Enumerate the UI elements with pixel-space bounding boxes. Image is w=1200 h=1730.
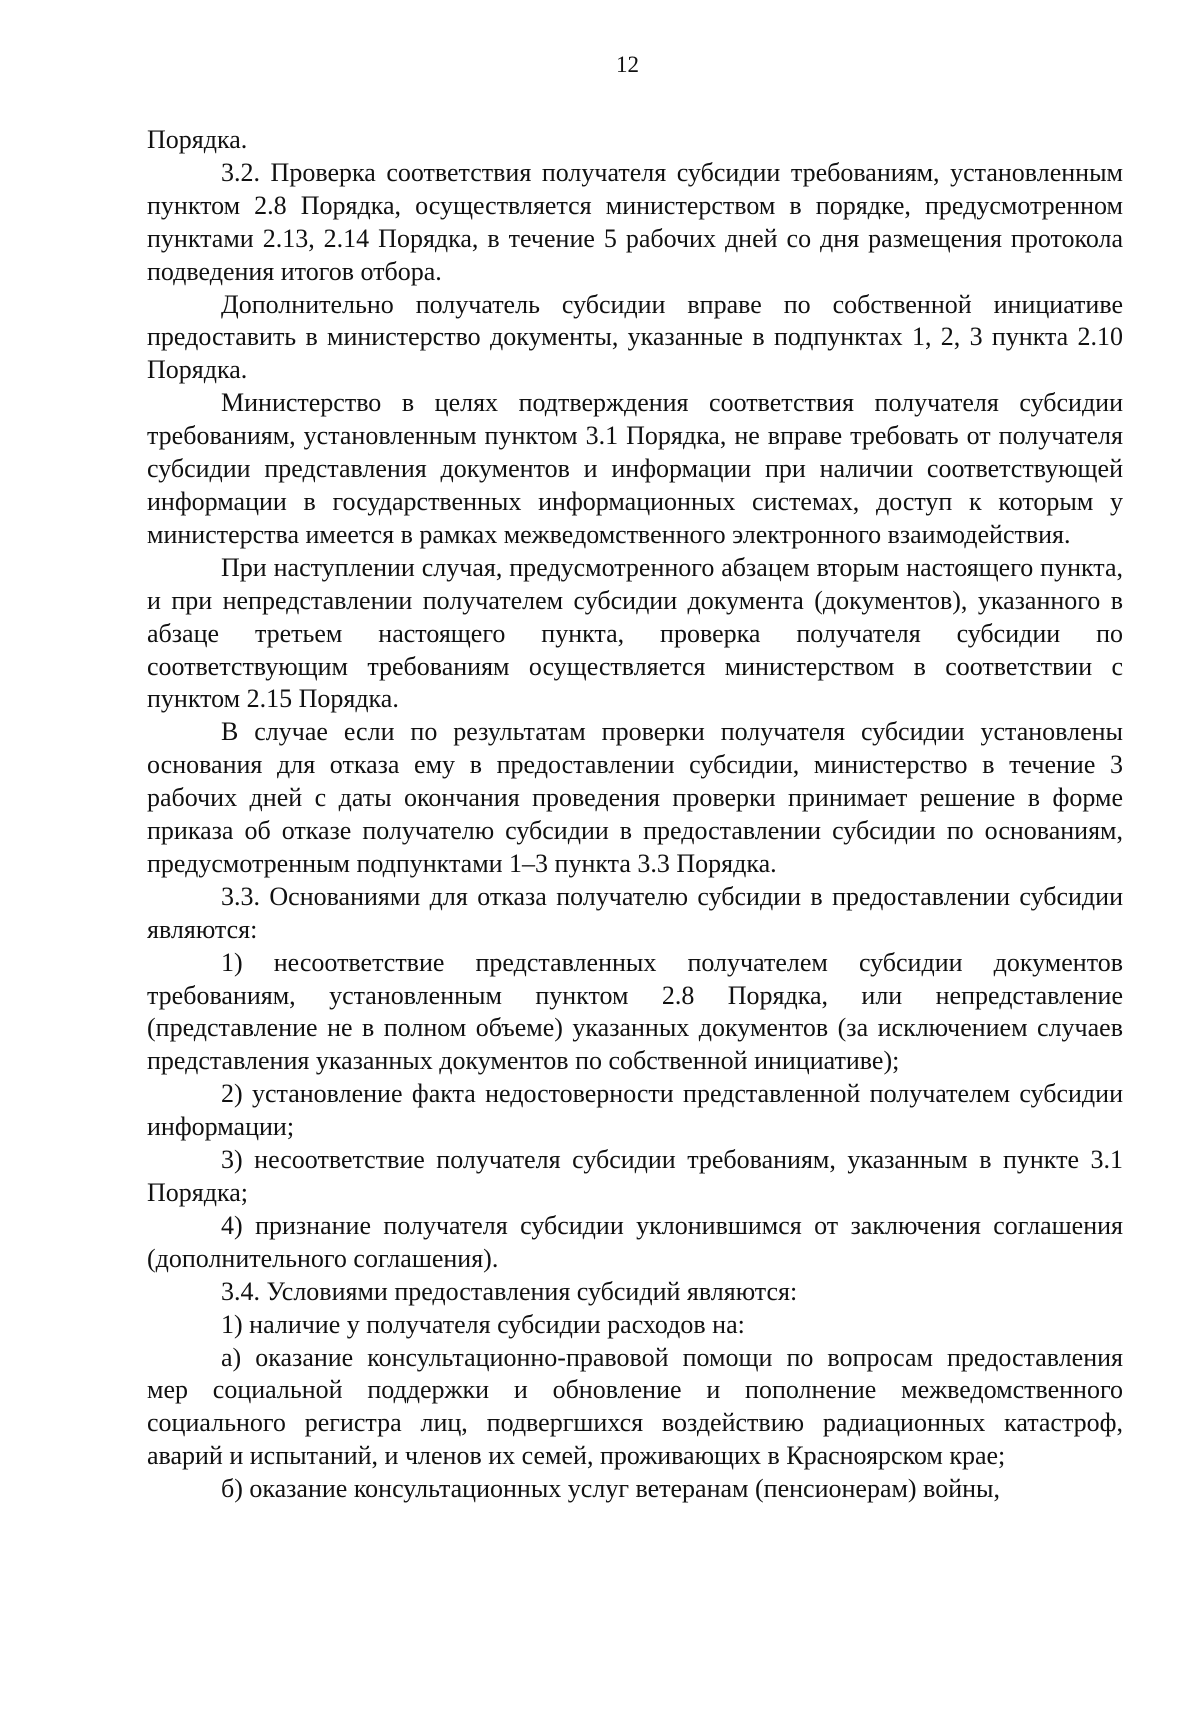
paragraph-ministry-check: Министерство в целях подтверждения соответствия получателя субсидии требованиям, установленным пунктом 3.1 Порядка, не вправе требовать от получателя субсидии представления документов и информации при наличии соответствующей информации в государственных информационных системах, доступ к которым у министерства имеется в рамках межведомственного электронного взаимодействия. <box>147 388 1123 549</box>
page-number: 12 <box>616 52 639 77</box>
list-item-3-4-1: 1) наличие у получателя субсидии расходов на: <box>221 1309 745 1339</box>
paragraph-continuation: Порядка. <box>147 125 248 154</box>
paragraph-3-2: 3.2. Проверка соответствия получателя субсидии требованиям, установленным пунктом 2.8 Порядка, осуществляется министерством в порядке, предусмотренном пунктами 2.13, 2.14 Порядка, в течение 5 рабочих дней со дня размещения протокола подведения итогов отбора. <box>147 157 1123 286</box>
paragraph-3-4: 3.4. Условиями предоставления субсидий являются: <box>221 1276 798 1306</box>
paragraph-non-submission: При наступлении случая, предусмотренного абзацем вторым настоящего пункта, и при непредставлении получателем субсидии документа (документов), указанного в абзаце третьем настоящего пункта, проверка получателя субсидии по соответствующим требованиям осуществляется министерством в соответствии с пунктом 2.15 Порядка. <box>147 552 1123 714</box>
document-body <box>147 124 1123 1506</box>
list-item-3-3-4: 4) признание получателя субсидии уклонившимся от заключения соглашения (дополнительного соглашения). <box>147 1210 1123 1273</box>
paragraph-additional-documents: Дополнительно получатель субсидии вправе по собственной инициативе предоставить в министерство документы, указанные в подпунктах 1, 2, 3 пункта 2.10 Порядка. <box>147 289 1123 385</box>
list-item-3-4-1-b: б) оказание консультационных услуг ветеранам (пенсионерам) войны, <box>221 1474 1000 1504</box>
list-item-3-3-2: 2) установление факта недостоверности представленной получателем субсидии информации; <box>147 1079 1123 1142</box>
list-item-3-3-3: 3) несоответствие получателя субсидии требованиям, указанным в пункте 3.1 Порядка; <box>147 1145 1123 1207</box>
list-item-3-3-1: 1) несоответствие представленных получателем субсидии документов требованиям, установленным пунктом 2.8 Порядка, или непредставление (представление не в полном объеме) указанных документов (за исключением случаев представления указанных документов по собственной инициативе); <box>147 947 1123 1076</box>
paragraph-3-3: 3.3. Основаниями для отказа получателю субсидии в предоставлении субсидии являются: <box>147 881 1123 944</box>
paragraph-refusal-decision: В случае если по результатам проверки получателя субсидии установлены основания для отказа ему в предоставлении субсидии, министерство в течение 3 рабочих дней с даты окончания проведения проверки принимает решение в форме приказа об отказе получателю субсидии в предоставлении субсидии по основаниям, предусмотренным подпунктами 1–3 пункта 3.3 Порядка. <box>147 717 1123 878</box>
list-item-3-4-1-a: а) оказание консультационно-правовой помощи по вопросам предоставления мер социальной поддержки и обновление и пополнение межведомственного социального регистра лиц, подвергшихся воздействию радиационных катастроф, аварий и испытаний, и членов их семей, проживающих в Красноярском крае; <box>147 1342 1123 1471</box>
